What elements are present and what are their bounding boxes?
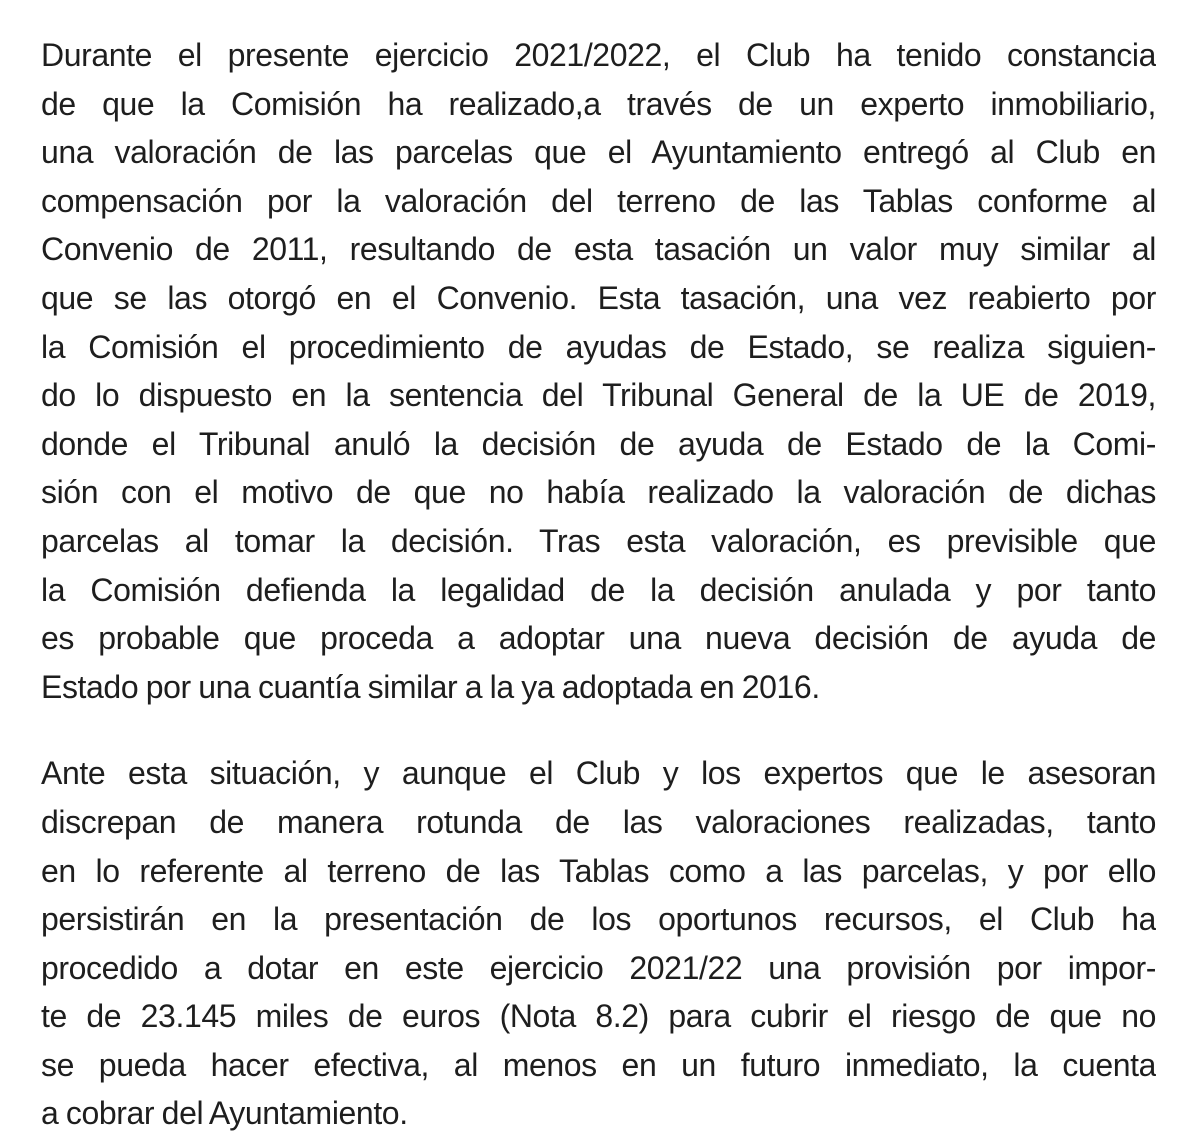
paragraph-line: Durante el presente ejercicio 2021/2022, el Club ha tenido constancia [41,37,1156,73]
paragraph-line: la Comisión defienda la legalidad de la decisión anulada y por tanto [41,571,1156,608]
paragraph-line: do lo dispuesto en la sentencia del Tribunal General de la UE de 2019, [41,377,1156,414]
paragraph-2 [41,749,1156,1138]
paragraph-line: donde el Tribunal anuló la decisión de ayuda de Estado de la Comi- [41,425,1156,462]
paragraph-line: compensación por la valoración del terreno de las Tablas conforme al [41,182,1156,219]
paragraph-line: es probable que proceda a adoptar una nueva decisión de ayuda de [41,620,1156,657]
paragraph-line: te de 23.145 miles de euros (Nota 8.2) para cubrir el riesgo de que no [41,998,1156,1035]
paragraph-line: de que la Comisión ha realizado,a través de un experto inmobiliario, [41,85,1156,122]
paragraph-line: se pueda hacer efectiva, al menos en un futuro inmediato, la cuenta [41,1046,1156,1083]
paragraph-line: en lo referente al terreno de las Tablas como a las parcelas, y por ello [41,852,1156,889]
paragraph-line: que se las otorgó en el Convenio. Esta tasación, una vez reabierto por [41,279,1156,316]
document-page [41,31,1156,1138]
paragraph-line: Estado por una cuantía similar a la ya adoptada en 2016. [41,668,820,705]
paragraph-line: persistirán en la presentación de los oportunos recursos, el Club ha [41,901,1156,938]
paragraph-line: discrepan de manera rotunda de las valoraciones realizadas, tanto [41,803,1156,840]
paragraph-line: la Comisión el procedimiento de ayudas de Estado, se realiza siguien- [41,328,1156,365]
paragraph-1 [41,31,1156,711]
paragraph-line: una valoración de las parcelas que el Ayuntamiento entregó al Club en [41,134,1156,171]
paragraph-line: sión con el motivo de que no había realizado la valoración de dichas [41,474,1156,511]
paragraph-line: a cobrar del Ayuntamiento. [41,1095,408,1132]
paragraph-line: parcelas al tomar la decisión. Tras esta valoración, es previsible que [41,522,1156,559]
paragraph-line: procedido a dotar en este ejercicio 2021/22 una provisión por impor- [41,949,1156,986]
paragraph-line: Ante esta situación, y aunque el Club y los expertos que le asesoran [41,755,1156,792]
paragraph-line: Convenio de 2011, resultando de esta tasación un valor muy similar al [41,231,1156,268]
